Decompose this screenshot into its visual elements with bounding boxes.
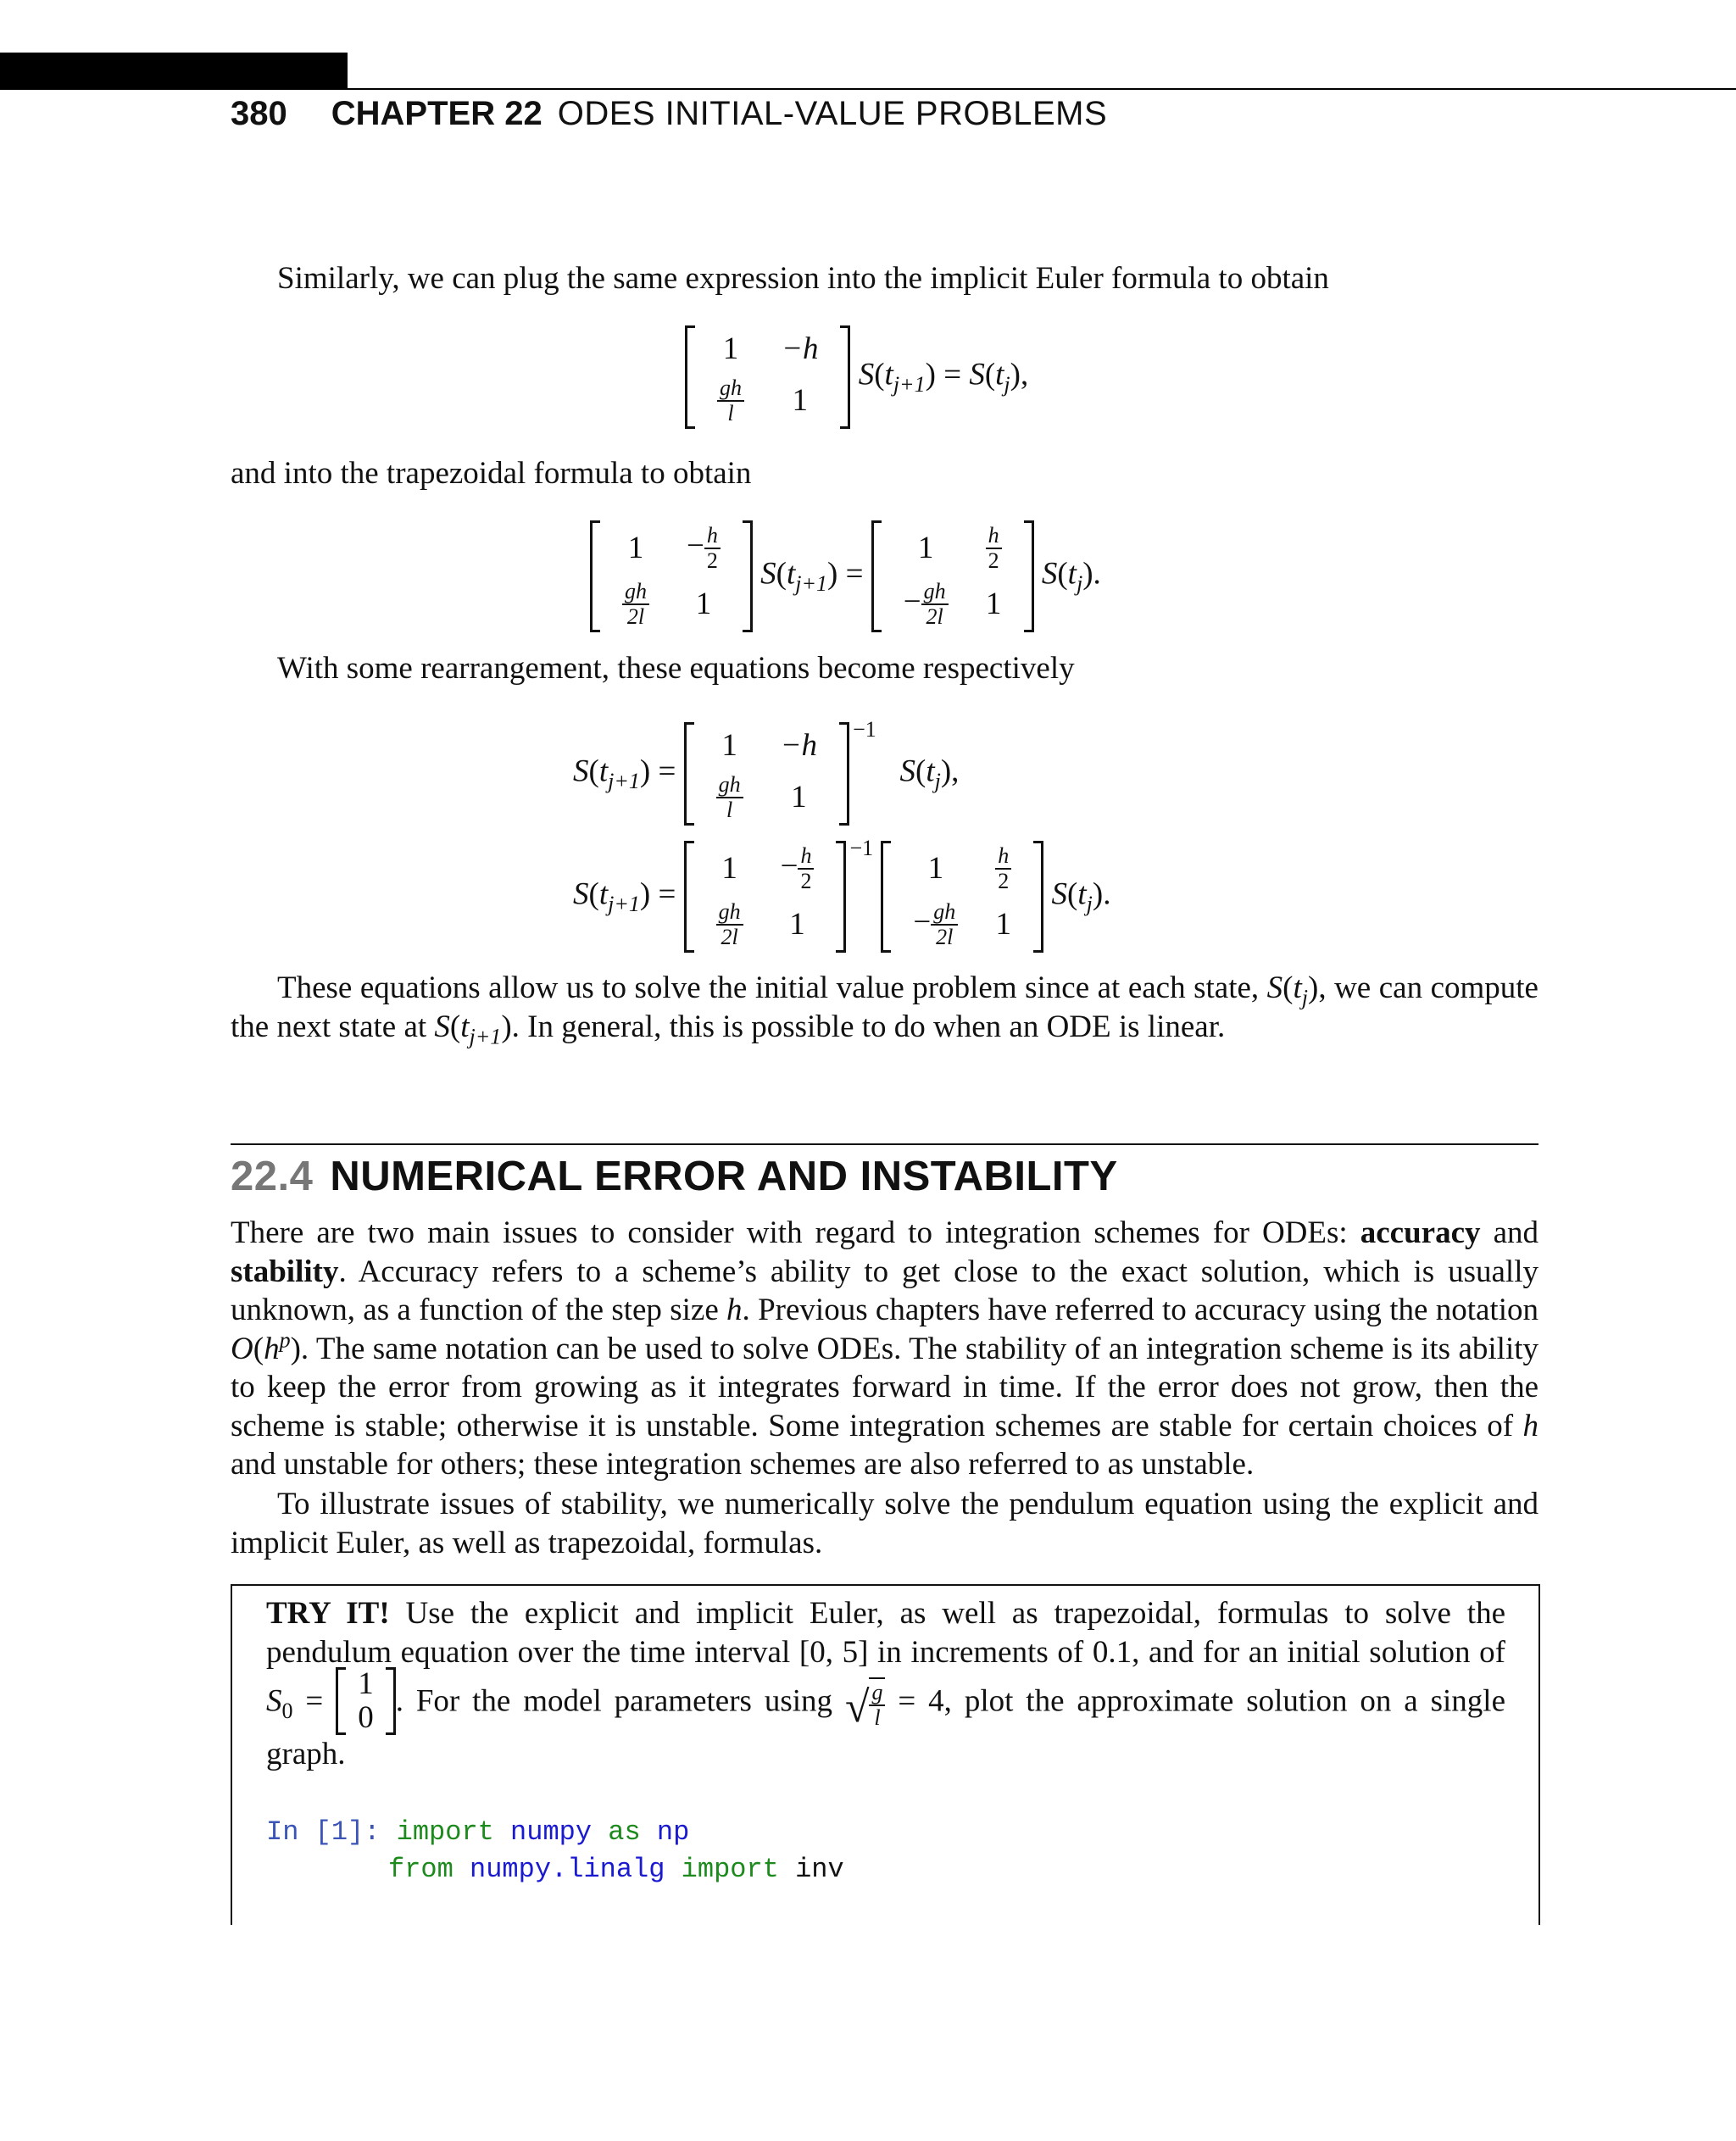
equation-trapezoidal-solved: $S(t_{j+1})$ = 1 − $\frac{h}{2}$ $\frac{gh}{2l}$ 1 −1 1 $\frac{h}{2}$ − $\frac{gh}{2l}$ 1 $S(t_j)$.: [573, 841, 1110, 953]
header-rule: [348, 88, 1736, 90]
try-it-text: TRY IT! Use the explicit and implicit Euler, as well as trapezoidal, formulas to solve the pendulum equation over the time interval [0, 5] in increments of 0.1, and for an initial solution of $S_0$ = 1 0 . For the model parameters using √ $\frac{g}{l}$ = 4, plot the approximate solution on a single graph.: [266, 1596, 1505, 1771]
paragraph-trapezoidal: and into the trapezoidal formula to obtain: [231, 456, 752, 491]
equation-trapezoidal: 1 − $\frac{h}{2}$ $\frac{gh}{2l}$ 1 $S(t_{j+1})$ = 1 $\frac{h}{2}$ − $\frac{gh}{2l}$ 1 $S(t_j)$.: [590, 520, 1101, 632]
paragraph-rearrangement: With some rearrangement, these equations become respectively: [277, 651, 1075, 686]
paragraph-implicit-euler: Similarly, we can plug the same expression into the implicit Euler formula to obtain: [277, 261, 1329, 296]
equation-implicit-solved: $S(t_{j+1})$ = 1 −h $\frac{gh}{l}$ 1 −1 $S(t_j)$,: [573, 722, 959, 826]
equation-implicit-euler: 1 −h $\frac{gh}{l}$ 1 $S(t_{j+1}) = S(t_j)$,: [685, 325, 1028, 429]
paragraph-accuracy-stability: There are two main issues to consider with regard to integration schemes for ODEs: accuracy and stability. Accuracy refers to a scheme’s ability to get close to the exact solution, which is usually unknown, as a function of the step size h. Previous chapters have referred to accuracy using the notation $O(h^p)$. The same notation can be used to solve ODEs. The stability of an integration scheme is its ability to keep the error from growing as it integrates forward in time. If the error does not grow, then the scheme is stable; otherwise it is unstable. Some integration schemes are stable for certain choices of h and unstable for others; these integration schemes are also referred to as unstable.: [231, 1215, 1538, 1482]
try-it-label: TRY IT!: [266, 1596, 390, 1631]
running-header: [231, 95, 1107, 133]
paragraph-illustrate: To illustrate issues of stability, we numerically solve the pendulum equation using the explicit and implicit Euler, as well as trapezoidal, formulas.: [231, 1487, 1538, 1560]
code-line-2: from numpy.linalg import inv: [388, 1854, 844, 1885]
code-line-1: In [1]: import numpy as np: [266, 1816, 690, 1848]
section-heading: [231, 1153, 1118, 1200]
header-bar: [0, 53, 348, 90]
chapter-label: CHAPTER 22: [331, 95, 542, 132]
chapter-title: ODES INITIAL-VALUE PROBLEMS: [557, 95, 1108, 132]
section-number: 22.4: [231, 1154, 314, 1199]
try-it-box: [231, 1584, 1540, 1925]
section-title: NUMERICAL ERROR AND INSTABILITY: [330, 1154, 1118, 1199]
paragraph-linear-ode: These equations allow us to solve the initial value problem since at each state, $S(t_j)$, we can compute the next state at $S(t_{j+1})$. In general, this is possible to do when an ODE is linear.: [231, 970, 1538, 1048]
section-rule: [231, 1143, 1538, 1145]
page-number: 380: [231, 95, 287, 132]
